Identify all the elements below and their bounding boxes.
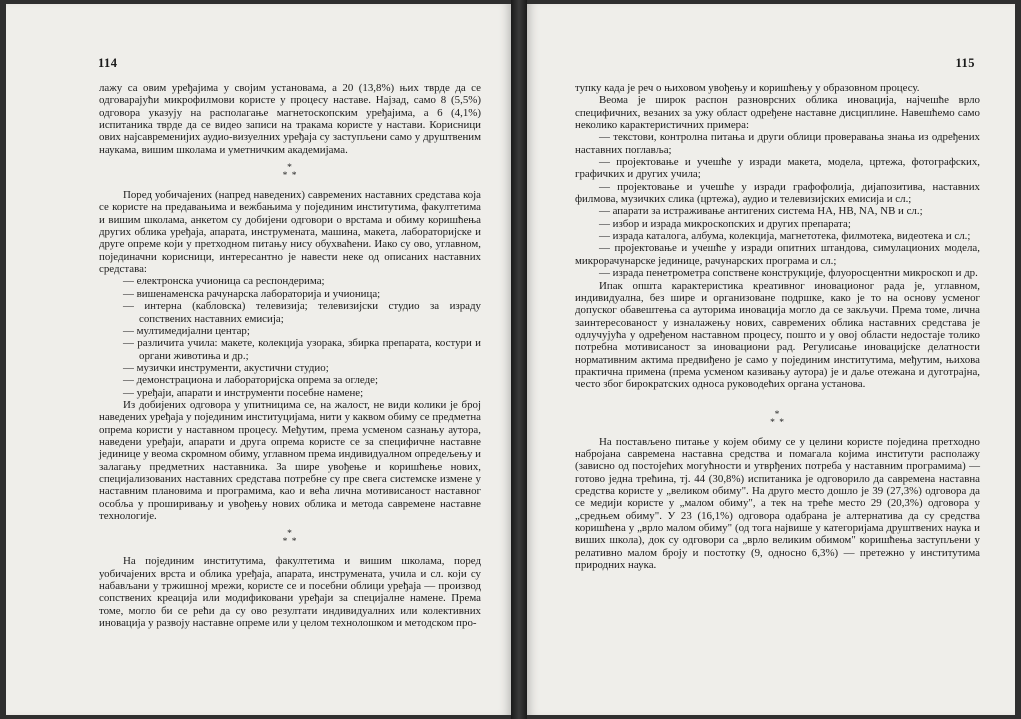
- page-number: 115: [955, 56, 975, 70]
- list-item: — електронска учионица са респондерима;: [123, 275, 325, 288]
- list-item: — демонстрациона и лабораторијска опрема за огледе;: [123, 374, 378, 387]
- list-item: — текстови, контролна питања и други облици проверавања знања из одређених наставних поглавља;: [575, 131, 980, 156]
- list-item: — интерна (кабловска) телевизија; телевизијски студио за израду сопствених наставних емисија;: [123, 300, 481, 325]
- paragraph: На постављено питање у којем обиму се у целини користе поједина претходно набројана савремена наставна средства и помагала којима институти располажу (зависно од постојећих могућности и утврђених потреба у наставним програмима) — готово једна трећина, тј. 44 (30,8%) испитаника је одговорило да савремена наставна средства користе у „великом обиму". На друго место дошло је 39 (27,3%) одговора да се медији користе у „малом обиму", а тек на треће место 29 (20,3%) одговора у „средњем обиму". У 23 (16,1%) одговора одабрана је алтернатива да су средства коришћена у „врло малом обиму" (од тога највише у категоријама друштвених наука и виших школа), док су одговори са „врло великим обимом" коришћења заступљени у релативно малом броју и постотку (9, односно 6,3%) — претежно у институтима природних наука.: [575, 435, 980, 572]
- paragraph: тупку када је реч о њиховом увођењу и коришћењу у образовном процесу.: [575, 82, 920, 94]
- list-item: — израда каталога, албума, колекција, магнетотека, филмотека, видеотека и сл.;: [599, 230, 971, 243]
- paragraph: Из добијених одговора у упитницима се, на жалост, не види колики је број наведених уређаја у појединим институцијама, нити у каквом обиму се предметна опрема користи у наставном процесу. Међутим, према усменом сазнању аутора, наведени уређаји, апарати и друга опрема користе се за специфичне наставне јединице у веома скромном обиму, углавном према индивидуалном опредељењу и залагању предметних наставника. За шире увођење и коришћење нових, специјализованих наставних средстава потребне су пре свега системске измене у наставним плановима и програмима, као и већа лична мотивисаност наставног особља у проширивању и увођењу нових облика и метода савремене наставне технологије.: [99, 398, 481, 522]
- book-gutter: [511, 0, 527, 719]
- list-item: — вишенаменска рачунарска лабораторија и учионица;: [123, 287, 381, 300]
- paragraph: лажу са овим уређајима у својим установама, а 20 (13,8%) њих тврде да се одговарајући микрофилмови користе у процесу наставе. Најзад, само 8 (5,5%) одговора указују на располагање магнетоскопским уређајима, а 6 (4,1%) испитаника тврде да се видео записи на тракама користе у настави. Корисници ових најсавременијих аудио-визуелних уређаја су заступљени само у друштвеним наукама, вишим школама и уметничким академијама.: [99, 82, 481, 156]
- list-item: — уређаји, апарати и инструменти посебне намене;: [123, 386, 364, 399]
- left-page: [6, 4, 511, 715]
- left-page-text: [99, 82, 481, 629]
- list-item: — израда пенетрометра сопствене конструкције, флуоросцентни микроскоп и др.: [599, 267, 978, 280]
- page-number: 114: [98, 56, 118, 70]
- section-separator-asterisks: * * *: [770, 409, 785, 428]
- section-separator-asterisks: * * *: [282, 163, 298, 182]
- list-item: — апарати за истраживање антигених система HA, HB, NA, NB и сл.;: [599, 205, 923, 218]
- paragraph: Веома је широк распон разноврсних облика иновација, најчешће врло специфичних, везаних за ужу област одређене наставне дисциплине. Навешћемо само неколико карактеристичних примера:: [575, 94, 980, 132]
- right-page: [527, 4, 1015, 715]
- list-item: — избор и израда микроскопских и других препарата;: [599, 217, 851, 230]
- list-item: — музички инструменти, акустични студио;: [123, 361, 329, 374]
- paragraph: Поред уобичајених (напред наведених) савремених наставних средстава која се користе на предавањима и вежбањима у појединим институтима, факултетима и вишим школама, анкетом су добијени одговори о врстама и обиму коришћења других облика уређаја, апарата, инструмената, машина, макета, лабораторијске и друге опреме који у претходном питању нису обухваћени. Иако су ово, углавном, појединачни корисници, интересантно је навести неке од описаних наставних средстава:: [99, 189, 481, 276]
- list-item: — мултимедијални центар;: [123, 324, 250, 337]
- list-item: — пројектовање и учешће у изради опитних штандова, симулационих модела, микрорачунарске јединице, рачунарских програма и сл.;: [575, 242, 980, 267]
- list-item: — различита учила: макете, колекција узорака, збирка препарата, костури и органи животиња и др.;: [123, 337, 481, 362]
- section-separator-asterisks: * * *: [282, 529, 298, 548]
- paragraph: На појединим институтима, факултетима и вишим школама, поред уобичајених врста и облика уређаја, апарата, инструмената, учила и сл. који су набављани у тржишној мрежи, користе се и посебни облици уређаја — производ сопствених креација или модификовани уређаји за специјалне намене. Према томе, могло би се рећи да су ово резултати индивидуалних или колективних иновација у развоју наставне опреме или у целом технолошком и методском про-: [99, 555, 481, 630]
- right-page-text: [575, 82, 980, 571]
- list-item: — пројектовање и учешће у изради графофолија, дијапозитива, наставних филмова, музичких слика (цртежа), аудио и телевизијских емисија и сл.;: [575, 180, 980, 206]
- paragraph: Ипак општа карактеристика креативног иновационог рада је, углавном, индивидуална, без шире и организоване подршке, како је то на основу усменог допуског обавештења са ауторима иновација могло да се закључи. Према томе, лична заинтересованост у изналажењу нових, савремених облика наставних средстава је одлучујућа у одређеном наставном процесу, пошто и у овој области недостаје толико потребна мотивисаност за иновациони рад. Регулисање иновацијске делатности нормативним актима предвиђено је само у појединим институтима, међутим, њихова практична примена (према усменом казивању аутора) је и даље отежана и дуготрајна, често због бирократских односа руководећих органа установа.: [575, 279, 980, 391]
- list-item: — пројектовање и учешће у изради макета, модела, цртежа, фотографских, графичких и других учила;: [575, 156, 980, 181]
